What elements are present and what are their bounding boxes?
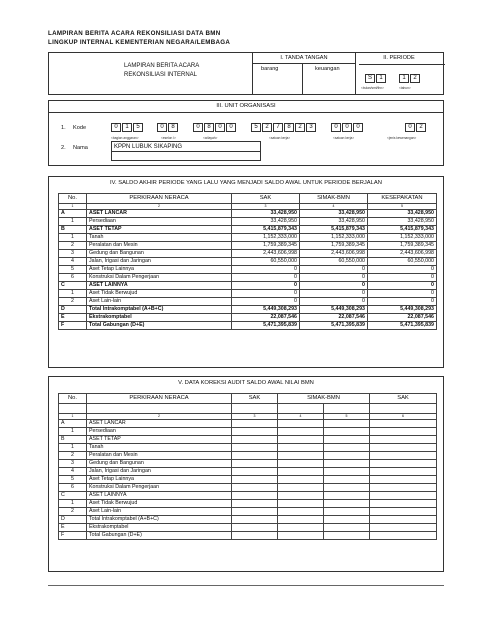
saldo-cell-kes: 0: [368, 290, 437, 298]
saldo-cell-simak: 5,415,879,343: [300, 226, 368, 234]
col-number: 4: [278, 414, 324, 420]
nama-label: Nama: [73, 145, 88, 151]
koreksi-table: [58, 393, 437, 540]
koreksi-cell-empty: [278, 500, 324, 508]
kode-group-1: [111, 123, 143, 132]
saldo-row: [59, 290, 437, 298]
koreksi-cell-name: Ekstrakomptabel: [87, 524, 232, 532]
periode-year-group: [399, 74, 420, 83]
koreksi-cell-code: E: [59, 524, 87, 532]
koreksi-cell-code: 6: [59, 484, 87, 492]
signature-divider: [302, 64, 303, 95]
saldo-cell-sak: 0: [232, 266, 300, 274]
koreksi-cell-code: C: [59, 492, 87, 500]
koreksi-cell-empty: [232, 508, 278, 516]
koreksi-cell-code: 2: [59, 452, 87, 460]
header-sak: SAK: [232, 194, 300, 204]
koreksi-cell-empty: [324, 444, 370, 452]
saldo-cell-name: Total Gabungan (D+E): [87, 322, 232, 330]
koreksi-cell-empty: [370, 500, 437, 508]
saldo-cell-name: Peralatan dan Mesin: [87, 242, 232, 250]
koreksi-cell-name: ASET LANCAR: [87, 420, 232, 428]
koreksi-cell-code: B: [59, 436, 87, 444]
saldo-row: [59, 258, 437, 266]
koreksi-cell-empty: [324, 508, 370, 516]
kode-digit: 0: [215, 123, 225, 132]
kode-hint: <eselon I>: [161, 136, 176, 140]
koreksi-cell-name: ASET TETAP: [87, 436, 232, 444]
koreksi-cell-empty: [278, 492, 324, 500]
koreksi-cell-empty: [232, 524, 278, 532]
kode-group-5: [331, 123, 363, 132]
doc-title-line2: LINGKUP INTERNAL KEMENTERIAN NEGARA/LEMBAGA: [48, 39, 231, 46]
saldo-cell-name: Aset Tidak Berwujud: [87, 290, 232, 298]
col-number: 3: [232, 204, 300, 210]
koreksi-cell-code: D: [59, 516, 87, 524]
col-number: 2: [87, 414, 232, 420]
saldo-cell-kes: 1,152,333,000: [368, 234, 437, 242]
saldo-cell-simak: 0: [300, 298, 368, 306]
section5-title: V. DATA KOREKSI AUDIT SALDO AWAL NILAI BMN: [178, 380, 314, 386]
saldo-cell-code: 2: [59, 298, 87, 306]
saldo-cell-code: 3: [59, 250, 87, 258]
saldo-cell-kes: 33,428,950: [368, 210, 437, 218]
koreksi-cell-empty: [278, 476, 324, 484]
saldo-cell-simak: 0: [300, 274, 368, 282]
saldo-cell-name: ASET TETAP: [87, 226, 232, 234]
kode-digit: 8: [168, 123, 178, 132]
barang-label: barang: [261, 66, 279, 72]
saldo-cell-code: B: [59, 226, 87, 234]
koreksi-row: [59, 516, 437, 524]
koreksi-row: [59, 524, 437, 532]
saldo-table: [58, 193, 437, 330]
kode-digit: 0: [111, 123, 121, 132]
koreksi-cell-empty: [232, 460, 278, 468]
koreksi-cell-empty: [324, 484, 370, 492]
saldo-row: [59, 298, 437, 306]
kode-group-6: [405, 123, 426, 132]
tanda-tangan-title: I. TANDA TANGAN: [253, 55, 355, 64]
koreksi-cell-empty: [324, 428, 370, 436]
saldo-cell-simak: 60,550,000: [300, 258, 368, 266]
nama-value-field: KPPN LUBUK SIKAPING: [111, 141, 261, 152]
col-number: 1: [59, 414, 87, 420]
koreksi-cell-empty: [370, 452, 437, 460]
koreksi-cell-empty: [232, 436, 278, 444]
saldo-cell-simak: 22,087,546: [300, 314, 368, 322]
saldo-row: [59, 306, 437, 314]
saldo-cell-name: Gedung dan Bangunan: [87, 250, 232, 258]
koreksi-cell-empty: [324, 492, 370, 500]
koreksi-table-header: [59, 394, 437, 404]
periode-1-box: 1: [376, 74, 386, 83]
kode-hint: <satuan kerja>: [333, 136, 355, 140]
koreksi-cell-empty: [278, 460, 324, 468]
saldo-cell-simak: 1,152,333,000: [300, 234, 368, 242]
kode-hint: <satuan kerja>: [269, 136, 291, 140]
koreksi-cell-empty: [370, 508, 437, 516]
koreksi-cell-empty: [232, 452, 278, 460]
header-perkiraan: PERKIRAAN NERACA: [87, 194, 232, 204]
koreksi-cell-name: Total Gabungan (D+E): [87, 532, 232, 540]
koreksi-cell-code: 1: [59, 444, 87, 452]
koreksi-cell-empty: [324, 468, 370, 476]
saldo-cell-kes: 5,449,308,293: [368, 306, 437, 314]
section-koreksi-audit: [48, 376, 444, 572]
saldo-cell-simak: 2,443,606,998: [300, 250, 368, 258]
saldo-cell-sak: 22,087,546: [232, 314, 300, 322]
nama-extra-field: [111, 152, 261, 161]
saldo-row: [59, 218, 437, 226]
saldo-cell-sak: 5,415,879,343: [232, 226, 300, 234]
periode-s-box: S: [365, 74, 375, 83]
koreksi-row: [59, 500, 437, 508]
koreksi-cell-empty: [232, 428, 278, 436]
saldo-cell-code: C: [59, 282, 87, 290]
koreksi-cell-name: Persediaan: [87, 428, 232, 436]
koreksi-cell-name: Aset Lain-lain: [87, 508, 232, 516]
koreksi-cell-empty: [370, 532, 437, 540]
kode-digit: 2: [416, 123, 426, 132]
periode-year1-box: 1: [399, 74, 409, 83]
kode-digit: 0: [157, 123, 167, 132]
saldo-cell-code: 2: [59, 242, 87, 250]
saldo-cell-name: ASET LANCAR: [87, 210, 232, 218]
saldo-cell-sak: 1,152,333,000: [232, 234, 300, 242]
header-no: No.: [59, 194, 87, 204]
koreksi-cell-empty: [278, 524, 324, 532]
saldo-row: [59, 234, 437, 242]
saldo-cell-simak: 5,449,308,293: [300, 306, 368, 314]
koreksi-cell-empty: [324, 436, 370, 444]
koreksi-cell-name: Peralatan dan Mesin: [87, 452, 232, 460]
koreksi-cell-empty: [370, 484, 437, 492]
section-saldo-akhir: [48, 176, 444, 368]
saldo-cell-simak: 33,428,950: [300, 210, 368, 218]
saldo-row: [59, 322, 437, 330]
saldo-cell-sak: 5,449,308,293: [232, 306, 300, 314]
saldo-cell-sak: 0: [232, 298, 300, 306]
koreksi-cell-empty: [232, 444, 278, 452]
koreksi-cell-code: A: [59, 420, 87, 428]
kode-number: 1.: [61, 125, 66, 131]
unit-title: III. UNIT ORGANISASI: [216, 103, 276, 109]
koreksi-cell-empty: [278, 444, 324, 452]
koreksi-row: [59, 492, 437, 500]
col-number: 5: [368, 204, 437, 210]
koreksi-cell-empty: [232, 476, 278, 484]
koreksi-cell-empty: [370, 516, 437, 524]
saldo-cell-name: Aset Tetap Lainnya: [87, 266, 232, 274]
koreksi-cell-name: ASET LAINNYA: [87, 492, 232, 500]
saldo-cell-code: 5: [59, 266, 87, 274]
saldo-cell-sak: 0: [232, 290, 300, 298]
koreksi-row: [59, 484, 437, 492]
kode-label: Kode: [73, 125, 87, 131]
koreksi-row: [59, 508, 437, 516]
saldo-row: [59, 314, 437, 322]
koreksi-cell-empty: [278, 508, 324, 516]
saldo-cell-kes: 2,443,606,998: [368, 250, 437, 258]
saldo-cell-code: A: [59, 210, 87, 218]
kode-digit: 0: [331, 123, 341, 132]
saldo-cell-sak: 2,443,606,998: [232, 250, 300, 258]
saldo-cell-sak: 1,759,389,345: [232, 242, 300, 250]
kode-digit: 8: [204, 123, 214, 132]
saldo-cell-kes: 22,087,546: [368, 314, 437, 322]
saldo-cell-simak: 1,759,389,345: [300, 242, 368, 250]
section4-title: IV. SALDO AKHIR PERIODE YANG LALU YANG MENJADI SALDO AWAL UNTUK PERIODE BERJALAN: [110, 180, 382, 186]
koreksi-cell-empty: [370, 420, 437, 428]
saldo-cell-sak: 33,428,950: [232, 210, 300, 218]
saldo-cell-name: Aset Lain-lain: [87, 298, 232, 306]
koreksi-cell-empty: [232, 500, 278, 508]
kode-digit: 2: [295, 123, 305, 132]
saldo-cell-kes: 60,550,000: [368, 258, 437, 266]
periode-hint-year: <tahun>: [399, 86, 411, 90]
saldo-cell-code: 1: [59, 218, 87, 226]
header-perkiraan: PERKIRAAN NERACA: [87, 394, 232, 404]
saldo-cell-code: 6: [59, 274, 87, 282]
tanda-tangan-section: [252, 53, 356, 95]
koreksi-cell-name: Aset Tidak Berwujud: [87, 500, 232, 508]
koreksi-cell-empty: [232, 420, 278, 428]
koreksi-cell-empty: [232, 484, 278, 492]
koreksi-row: [59, 532, 437, 540]
doc-title-line1: LAMPIRAN BERITA ACARA REKONSILIASI DATA BMN: [48, 30, 221, 37]
saldo-cell-sak: 5,471,395,839: [232, 322, 300, 330]
saldo-cell-name: Ekstrakomptabel: [87, 314, 232, 322]
saldo-cell-simak: 0: [300, 282, 368, 290]
kode-digit: 0: [226, 123, 236, 132]
koreksi-cell-empty: [370, 476, 437, 484]
saldo-row: [59, 242, 437, 250]
saldo-cell-kes: 0: [368, 298, 437, 306]
kode-hint: <wilayah>: [203, 136, 218, 140]
col-number: 1: [59, 204, 87, 210]
saldo-cell-name: Jalan, Irigasi dan Jaringan: [87, 258, 232, 266]
col-number: 3: [232, 414, 278, 420]
koreksi-cell-empty: [278, 484, 324, 492]
saldo-row: [59, 274, 437, 282]
koreksi-cell-empty: [324, 524, 370, 532]
koreksi-cell-name: Tanah: [87, 444, 232, 452]
koreksi-cell-code: 1: [59, 428, 87, 436]
saldo-cell-code: 1: [59, 234, 87, 242]
saldo-cell-simak: 0: [300, 266, 368, 274]
saldo-cell-code: 4: [59, 258, 87, 266]
koreksi-cell-empty: [232, 532, 278, 540]
saldo-table-header: [59, 194, 437, 204]
koreksi-cell-empty: [278, 428, 324, 436]
periode-smt-group: [365, 74, 386, 83]
kode-group-2: [157, 123, 178, 132]
koreksi-cell-empty: [370, 444, 437, 452]
kode-digit: 0: [353, 123, 363, 132]
koreksi-row: [59, 436, 437, 444]
saldo-cell-name: Konstruksi Dalam Pengerjaan: [87, 274, 232, 282]
koreksi-cell-empty: [324, 420, 370, 428]
header-sak: SAK: [232, 394, 278, 404]
kode-digit: 8: [284, 123, 294, 132]
saldo-cell-code: D: [59, 306, 87, 314]
nama-number: 2.: [61, 145, 66, 151]
footer-rule: [48, 585, 444, 586]
koreksi-cell-code: 1: [59, 500, 87, 508]
saldo-cell-name: ASET LAINNYA: [87, 282, 232, 290]
koreksi-cell-empty: [278, 452, 324, 460]
koreksi-cell-empty: [324, 460, 370, 468]
kode-digit: 0: [342, 123, 352, 132]
koreksi-cell-empty: [324, 452, 370, 460]
saldo-row: [59, 250, 437, 258]
koreksi-cell-empty: [278, 420, 324, 428]
koreksi-cell-empty: [370, 436, 437, 444]
koreksi-row: [59, 468, 437, 476]
header-sak-2: SAK: [370, 394, 437, 404]
kode-digit: 1: [122, 123, 132, 132]
koreksi-cell-empty: [370, 492, 437, 500]
koreksi-row: [59, 452, 437, 460]
header-simak: SIMAK-BMN: [300, 194, 368, 204]
periode-hint-smt: <bulan/smt/thn>: [361, 86, 384, 90]
koreksi-cell-empty: [370, 524, 437, 532]
kode-digit: 7: [273, 123, 283, 132]
unit-organisasi-box: [48, 100, 444, 166]
signature-period-box: [48, 52, 444, 95]
kode-digit: 3: [306, 123, 316, 132]
koreksi-cell-empty: [232, 468, 278, 476]
saldo-cell-simak: 33,428,950: [300, 218, 368, 226]
koreksi-cell-code: 2: [59, 508, 87, 516]
koreksi-header-spacer: [59, 404, 437, 414]
kode-digit: 2: [262, 123, 272, 132]
saldo-cell-sak: 60,550,000: [232, 258, 300, 266]
koreksi-row: [59, 460, 437, 468]
koreksi-cell-code: 3: [59, 460, 87, 468]
col-number: 5: [324, 414, 370, 420]
saldo-row: [59, 266, 437, 274]
koreksi-row: [59, 420, 437, 428]
col-number: 4: [300, 204, 368, 210]
koreksi-cell-empty: [278, 468, 324, 476]
koreksi-cell-name: Jalan, Irigasi dan Jaringan: [87, 468, 232, 476]
kode-group-3: [193, 123, 236, 132]
saldo-cell-code: E: [59, 314, 87, 322]
col-number: 6: [370, 414, 437, 420]
saldo-row: [59, 226, 437, 234]
koreksi-row: [59, 444, 437, 452]
koreksi-cell-empty: [232, 516, 278, 524]
header-no: No.: [59, 394, 87, 404]
koreksi-row: [59, 476, 437, 484]
koreksi-cell-name: Aset Tetap Lainnya: [87, 476, 232, 484]
header-simak: SIMAK-BMN: [278, 394, 370, 404]
saldo-cell-sak: 33,428,950: [232, 218, 300, 226]
lampiran-title-line2: REKONSILIASI INTERNAL: [124, 72, 198, 78]
koreksi-cell-code: F: [59, 532, 87, 540]
koreksi-cell-empty: [370, 468, 437, 476]
koreksi-cell-empty: [278, 532, 324, 540]
kode-digit-row: [111, 123, 441, 143]
koreksi-cell-empty: [324, 476, 370, 484]
saldo-cell-kes: 5,415,879,343: [368, 226, 437, 234]
kode-digit: 5: [251, 123, 261, 132]
saldo-cell-sak: 0: [232, 282, 300, 290]
koreksi-cell-empty: [324, 532, 370, 540]
koreksi-cell-empty: [370, 428, 437, 436]
kode-digit: 0: [405, 123, 415, 132]
saldo-cell-code: F: [59, 322, 87, 330]
koreksi-cell-empty: [370, 460, 437, 468]
saldo-cell-name: Total Intrakomptabel (A+B+C): [87, 306, 232, 314]
koreksi-cell-code: 4: [59, 468, 87, 476]
koreksi-cell-empty: [232, 492, 278, 500]
koreksi-cell-empty: [278, 516, 324, 524]
koreksi-cell-name: Konstruksi Dalam Pengerjaan: [87, 484, 232, 492]
saldo-row: [59, 210, 437, 218]
saldo-cell-kes: 0: [368, 282, 437, 290]
koreksi-cell-empty: [324, 500, 370, 508]
koreksi-cell-name: Total Intrakomptabel (A+B+C): [87, 516, 232, 524]
saldo-cell-kes: 1,759,389,345: [368, 242, 437, 250]
koreksi-cell-name: Gedung dan Bangunan: [87, 460, 232, 468]
saldo-cell-kes: 0: [368, 274, 437, 282]
kode-digit: 0: [193, 123, 203, 132]
saldo-cell-simak: 0: [300, 290, 368, 298]
koreksi-row: [59, 428, 437, 436]
saldo-cell-name: Persediaan: [87, 218, 232, 226]
kode-digit: 5: [133, 123, 143, 132]
saldo-cell-simak: 5,471,395,839: [300, 322, 368, 330]
header-kesepakatan: KESEPAKATAN: [368, 194, 437, 204]
periode-year2-box: 2: [410, 74, 420, 83]
saldo-cell-kes: 0: [368, 266, 437, 274]
koreksi-cell-code: 5: [59, 476, 87, 484]
saldo-cell-kes: 5,471,395,839: [368, 322, 437, 330]
keuangan-label: keuangan: [315, 66, 340, 72]
koreksi-cell-empty: [278, 436, 324, 444]
col-number: 2: [87, 204, 232, 210]
kode-group-4: [251, 123, 316, 132]
saldo-cell-code: 1: [59, 290, 87, 298]
saldo-cell-kes: 33,428,950: [368, 218, 437, 226]
lampiran-title-line1: LAMPIRAN BERITA ACARA: [124, 63, 200, 69]
kode-hint: <bagian anggaran>: [111, 136, 139, 140]
kode-hint: <jenis kewenangan>: [387, 136, 417, 140]
periode-title: II. PERIODE: [383, 55, 415, 61]
koreksi-cell-empty: [324, 516, 370, 524]
saldo-cell-name: Tanah: [87, 234, 232, 242]
saldo-row: [59, 282, 437, 290]
saldo-cell-sak: 0: [232, 274, 300, 282]
